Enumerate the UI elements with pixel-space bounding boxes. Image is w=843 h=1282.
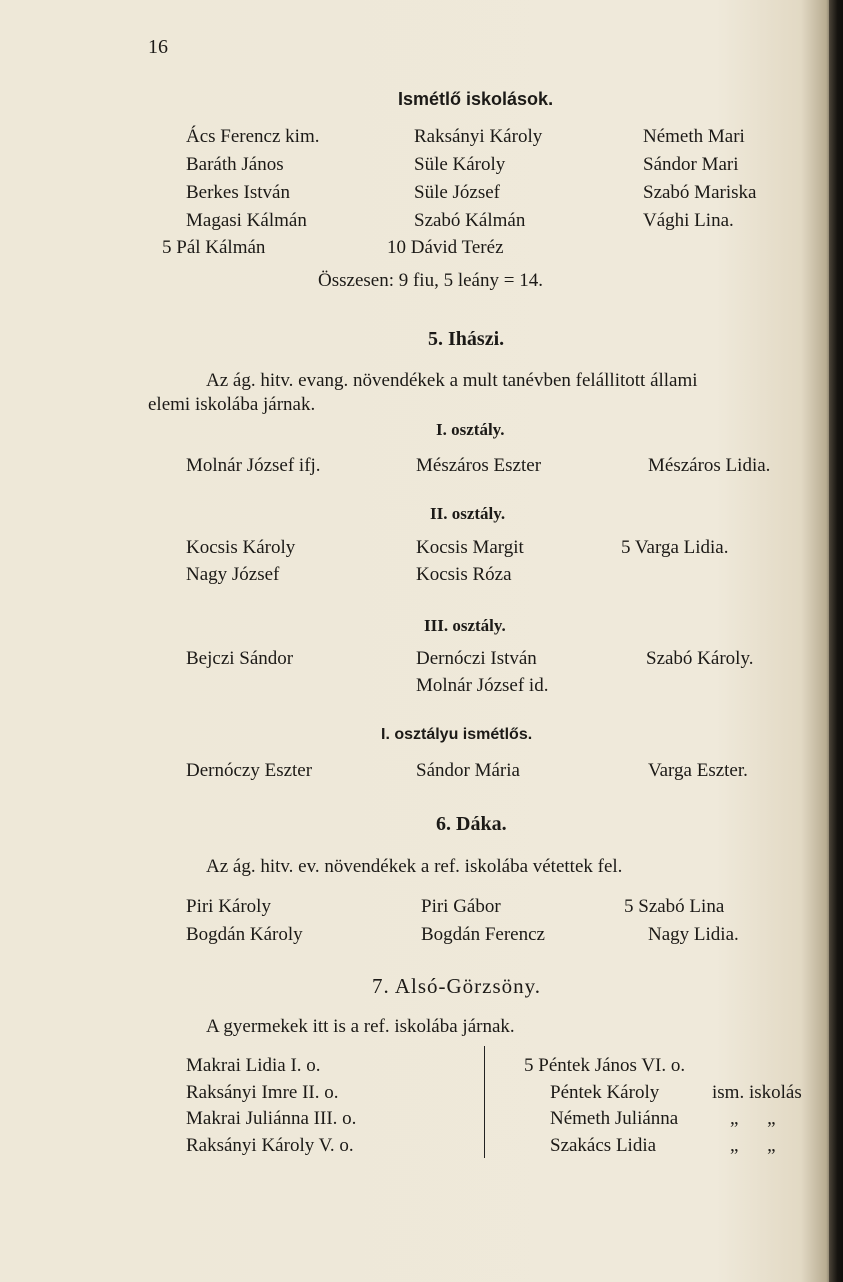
list-item: Makrai Lidia I. o. xyxy=(186,1055,321,1076)
list-item: Szakács Lidia xyxy=(550,1135,657,1156)
list-item: Süle Károly xyxy=(414,154,506,175)
list-item: Berkes István xyxy=(186,182,290,203)
list-item: Raksányi Imre II. o. xyxy=(186,1082,339,1103)
list-item: 5 Szabó Lina xyxy=(624,896,725,917)
list-item: Mészáros Lidia. xyxy=(648,455,771,476)
list-item: Péntek Károly xyxy=(550,1082,660,1103)
heading-class-1: I. osztály. xyxy=(436,420,505,439)
list-item: Nagy József xyxy=(186,564,280,585)
list-item: Kocsis Károly xyxy=(186,537,296,558)
intro-line: elemi iskolába járnak. xyxy=(148,394,316,415)
list-item: Sándor Mari xyxy=(643,154,739,175)
heading-daka: 6. Dáka. xyxy=(436,813,507,835)
list-item: Molnár József id. xyxy=(416,675,549,696)
list-item: Kocsis Róza xyxy=(416,564,512,585)
list-item: Bejczi Sándor xyxy=(186,648,294,669)
list-item: Németh Juliánna xyxy=(550,1108,679,1129)
list-item: Vághi Lina. xyxy=(643,210,734,231)
list-item: Bogdán Károly xyxy=(186,924,303,945)
heading-also-gorzsony: 7. Alsó-Görzsöny. xyxy=(372,974,542,998)
list-note: ism. iskolás xyxy=(712,1082,802,1103)
list-item: Süle József xyxy=(414,182,501,203)
list-item: Dernóczy Eszter xyxy=(186,760,313,781)
intro-line: Az ág. hitv. ev. növendékek a ref. iskolába vétettek fel. xyxy=(206,856,623,877)
list-item: 5 Péntek János VI. o. xyxy=(524,1055,686,1076)
list-item: Kocsis Margit xyxy=(416,537,524,558)
list-item: Nagy Lidia. xyxy=(648,924,739,945)
list-item: Szabó Mariska xyxy=(643,182,757,203)
list-item: 5 Varga Lidia. xyxy=(621,537,729,558)
list-note: „ „ xyxy=(730,1108,788,1129)
list-item: Baráth János xyxy=(186,154,284,175)
list-item: Varga Eszter. xyxy=(648,760,748,781)
list-item: Szabó Károly. xyxy=(646,648,754,669)
list-item: Ács Ferencz kim. xyxy=(186,126,320,147)
intro-line: Az ág. hitv. evang. növendékek a mult tanévben felállitott állami xyxy=(206,370,698,391)
page-number: 16 xyxy=(148,36,168,58)
list-item: 5 Pál Kálmán xyxy=(162,237,266,258)
heading-ismetlo: Ismétlő iskolások. xyxy=(398,89,554,109)
list-item: Makrai Juliánna III. o. xyxy=(186,1108,357,1129)
list-item: Dernóczi István xyxy=(416,648,537,669)
list-item: Magasi Kálmán xyxy=(186,210,307,231)
heading-ihaszi: 5. Ihászi. xyxy=(428,328,505,350)
list-item: Raksányi Károly V. o. xyxy=(186,1135,354,1156)
list-item: Bogdán Ferencz xyxy=(421,924,545,945)
list-item: Piri Károly xyxy=(186,896,271,917)
column-divider xyxy=(484,1046,485,1158)
list-item: Piri Gábor xyxy=(421,896,501,917)
intro-line: A gyermekek itt is a ref. iskolába járnak. xyxy=(206,1016,515,1037)
heading-class-3: III. osztály. xyxy=(424,616,506,635)
list-item: Molnár József ifj. xyxy=(186,455,321,476)
list-item: Szabó Kálmán xyxy=(414,210,526,231)
total-line: Összesen: 9 fiu, 5 leány = 14. xyxy=(318,270,543,291)
list-item: Raksányi Károly xyxy=(414,126,543,147)
list-item: Mészáros Eszter xyxy=(416,455,542,476)
heading-class-2: II. osztály. xyxy=(430,504,506,523)
list-item: Sándor Mária xyxy=(416,760,520,781)
list-item: Németh Mari xyxy=(643,126,745,147)
heading-class-1-rep: I. osztályu ismétlős. xyxy=(381,726,533,743)
book-spine xyxy=(829,0,843,1282)
list-note: „ „ xyxy=(730,1135,788,1156)
list-item: 10 Dávid Teréz xyxy=(387,237,504,258)
